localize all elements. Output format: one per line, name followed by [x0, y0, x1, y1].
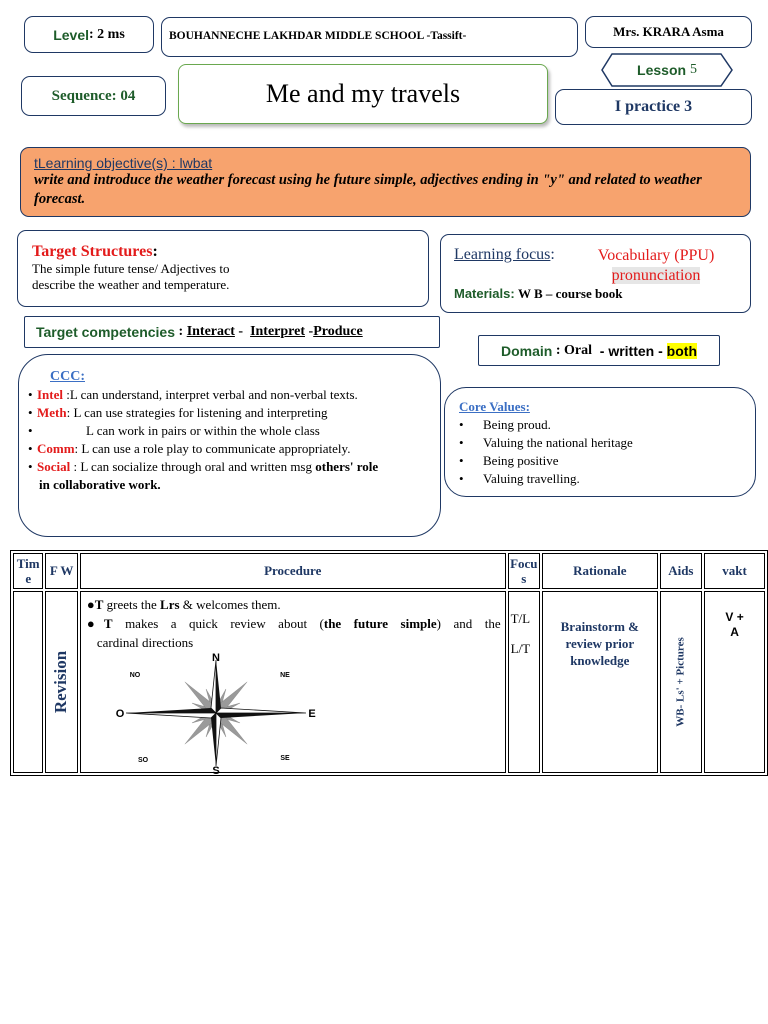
stage-cell	[45, 591, 77, 773]
core-value-item: • Valuing travelling.	[459, 470, 755, 488]
objective-text: write and introduce the weather forecast using he future simple, adjectives ending in "y" and related to weather forecast.	[34, 172, 702, 207]
lesson-label-box	[600, 52, 734, 88]
aids-cell	[660, 591, 703, 773]
procedure-step-2: ●T makes a quick review about (the future simple) and the	[86, 616, 501, 631]
target-structures-line2: describe the weather and temperature.	[32, 277, 230, 292]
vakt-2: A	[730, 625, 739, 639]
level-value: : 2 ms	[89, 26, 125, 42]
competencies-sep: :	[175, 324, 187, 339]
core-values-box	[444, 387, 756, 497]
learning-focus-label: Learning focus	[454, 246, 551, 263]
compass-no: NO	[129, 672, 141, 679]
practice-label: I practice 3	[614, 98, 693, 115]
target-structures-label: Target Structures	[32, 243, 153, 260]
competencies-label: Target competencies	[36, 324, 176, 340]
ccc-intel: • Intel :L can understand, interpret verbal and non-verbal texts.	[28, 386, 478, 404]
lesson-plan-table	[10, 550, 768, 776]
teacher-name: Mrs. KRARA Asma	[613, 24, 724, 39]
competencies-dash1: -	[234, 324, 251, 339]
procedure-cell	[80, 591, 506, 777]
teacher-box	[585, 16, 752, 48]
ccc-comm: • Comm: L can use a role play to communicate appropriately.	[28, 440, 478, 458]
compass-se: SE	[280, 755, 290, 762]
ccc-social: • Social : L can socialize through oral and written msg others' role	[28, 458, 478, 476]
header-procedure: Procedure	[80, 553, 506, 589]
focus-cell	[508, 591, 540, 773]
school-name: BOUHANNECHE LAKHDAR MIDDLE SCHOOL -Tassift-	[169, 30, 467, 42]
header-time: Tim e	[13, 553, 43, 589]
ccc-title: CCC:	[50, 369, 85, 384]
table-header-row	[13, 553, 765, 589]
stage-label: Revision	[51, 650, 71, 714]
materials-value: W B – course book	[517, 286, 623, 301]
compass-e: E	[308, 708, 316, 720]
ccc-meth: • Meth: L can use strategies for listening and interpreting	[28, 404, 478, 422]
objective-label: tLearning objective(s) : lwbat	[34, 155, 213, 171]
compass-rose-image	[115, 652, 317, 777]
focus-2: L/T	[510, 641, 531, 656]
core-value-item: • Being proud.	[459, 416, 755, 434]
target-structures-box	[17, 230, 429, 307]
learning-focus-colon: :	[550, 246, 555, 263]
competencies-box	[24, 316, 440, 348]
header-rationale: Rationale	[542, 553, 658, 589]
compass-ne: NE	[279, 672, 290, 679]
procedure-step-1: ●T greets the Lrs & welcomes them.	[86, 597, 281, 612]
core-values-title: Core Values:	[459, 399, 530, 414]
competency-interpret: Interpret	[250, 324, 306, 339]
learning-focus-value2: pronunciation	[611, 267, 701, 284]
compass-so: SO	[137, 757, 148, 764]
domain-label: Domain	[500, 342, 553, 359]
competency-produce: Produce	[313, 324, 363, 339]
ccc-meth-2: • L can work in pairs or within the whole class	[28, 422, 478, 440]
rationale-cell	[542, 591, 658, 773]
vakt-cell	[704, 591, 765, 773]
table-row	[13, 591, 765, 773]
school-box	[161, 17, 578, 57]
domain-colon: :	[552, 342, 564, 358]
materials-label: Materials:	[454, 286, 515, 301]
header-fw: F W	[45, 553, 77, 589]
target-structures-line1: The simple future tense/ Adjectives to	[32, 261, 230, 276]
ccc-content	[28, 368, 478, 494]
learning-focus-box	[440, 234, 751, 313]
compass-o: O	[115, 708, 125, 720]
sequence-box	[21, 76, 166, 116]
procedure-step-2-cont: cardinal directions	[96, 635, 194, 650]
header-aids: Aids	[660, 553, 703, 589]
vakt-1: V +	[725, 610, 744, 624]
competencies-dash2: -	[305, 324, 314, 339]
header-vakt: vakt	[704, 553, 765, 589]
page-title: Me and my travels	[265, 79, 461, 108]
level-label: Level	[53, 26, 90, 43]
lesson-label: Lesson	[637, 62, 687, 78]
domain-oral: Oral	[564, 342, 592, 358]
focus-1: T/L	[510, 611, 531, 626]
title-box	[178, 64, 548, 124]
compass-s: S	[212, 765, 220, 777]
target-structures-colon: :	[152, 243, 158, 260]
domain-written: - written -	[592, 342, 667, 359]
domain-both: both	[666, 342, 697, 359]
objective-box	[20, 147, 751, 217]
compass-n: N	[211, 652, 220, 664]
domain-box	[478, 335, 720, 366]
level-box	[24, 16, 154, 53]
lesson-number: 5	[689, 62, 697, 77]
core-value-item: • Being positive	[459, 452, 755, 470]
practice-box	[555, 89, 752, 125]
header-focus: Focu s	[508, 553, 540, 589]
ccc-social-2: in collaborative work.	[39, 477, 161, 492]
core-value-item: • Valuing the national heritage	[459, 434, 755, 452]
learning-focus-value1: Vocabulary (PPU)	[597, 247, 715, 264]
competency-interact: Interact	[186, 324, 235, 339]
time-cell	[13, 591, 43, 773]
rationale-text: Brainstorm & review prior knowledge	[560, 619, 639, 668]
aids-text: WB- Ls' + Pictures	[674, 637, 687, 727]
sequence-label: Sequence: 04	[51, 87, 136, 104]
